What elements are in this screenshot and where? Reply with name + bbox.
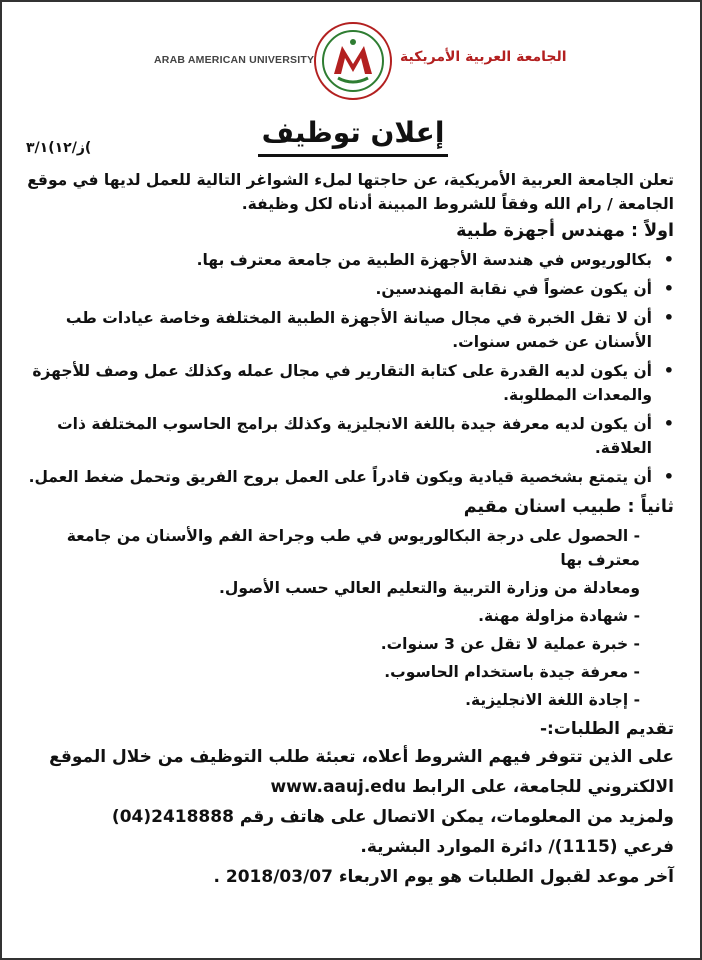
list-item: • أن يكون عضواً في نقابة المهندسين. [14,277,652,301]
apply-title: تقديم الطلبات:- [539,719,674,739]
list-item: - الحصول على درجة البكالوريوس في طب وجراحة الفم والأسنان من جامعة معترف بها [66,527,640,569]
section2-requirements [14,524,674,712]
section1-title: اولاً : مهندس أجهزة طبية [456,221,674,241]
list-item: • بكالوريوس في هندسة الأجهزة الطبية من جامعة معترف بها. [14,248,652,272]
list-item: - شهادة مزاولة مهنة. [478,607,640,625]
apply-line-phone [14,802,674,832]
list-item: - معرفة جيدة باستخدام الحاسوب. [384,663,640,681]
apply-line-deadline: آخر موعد لقبول الطلبات هو يوم الاربعاء 2018/03/07 . [213,867,674,887]
list-item: • أن يتمتع بشخصية قيادية ويكون قادراً على العمل بروح الفريق وتحمل ضغط العمل. [14,465,652,489]
list-item: - إجادة اللغة الانجليزية. [465,691,640,709]
header [2,2,702,112]
logo-dot [350,39,356,45]
section1-requirements [14,248,674,489]
apply-text: ولمزيد من المعلومات، يمكن الاتصال على هاتف رقم [239,807,674,827]
apply-line-website [14,742,674,802]
university-name-arabic: الجامعة العربية الأمريكية [400,49,567,65]
list-item: • أن يكون لديه معرفة جيدة باللغة الانجليزية وكذلك برامج الحاسوب المختلفة ذات العلاقة. [14,412,652,460]
list-item: - خبرة عملية لا تقل عن 3 سنوات. [380,635,640,653]
announcement-body [14,168,674,892]
apply-line-extension: فرعي (1115)/ دائرة الموارد البشرية. [360,837,674,857]
list-item: ومعادلة من وزارة التربية والتعليم العالي حسب الأصول. [219,579,640,597]
section2-title: ثانياً : طبيب اسنان مقيم [463,497,674,517]
apply-section [14,742,674,892]
list-item: • أن لا تقل الخبرة في مجال صيانة الأجهزة الطبية المختلفة وخاصة عيادات طب الأسنان عن خمس سنوات. [14,306,652,354]
website-link[interactable]: www.aauj.edu [270,777,407,797]
university-name-english: ARAB AMERICAN UNIVERSITY [154,54,315,66]
apply-text: على الذين تتوفر فيهم الشروط أعلاه، تعبئة طلب التوظيف من خلال الموقع الالكتروني للجامعة، على الرابط [49,747,674,797]
reference-number: ز/١٢)٣/١( [26,140,92,156]
announcement-title: إعلان توظيف [258,112,449,157]
phone-number: (04)2418888 [111,807,234,827]
intro-paragraph: تعلن الجامعة العربية الأمريكية، عن حاجتها لملء الشواغر التالية للعمل لديها في موقع الجامعة / رام الله وفقاً للشروط المبينة أدناه لكل وظيفة. [27,171,674,213]
announcement-title-wrapper [2,112,702,157]
university-logo-icon [312,20,394,102]
list-item: • أن يكون لديه القدرة على كتابة التقارير في مجال عمله وكذلك عمل وصف للأجهزة والمعدات المطلوبة. [14,359,652,407]
